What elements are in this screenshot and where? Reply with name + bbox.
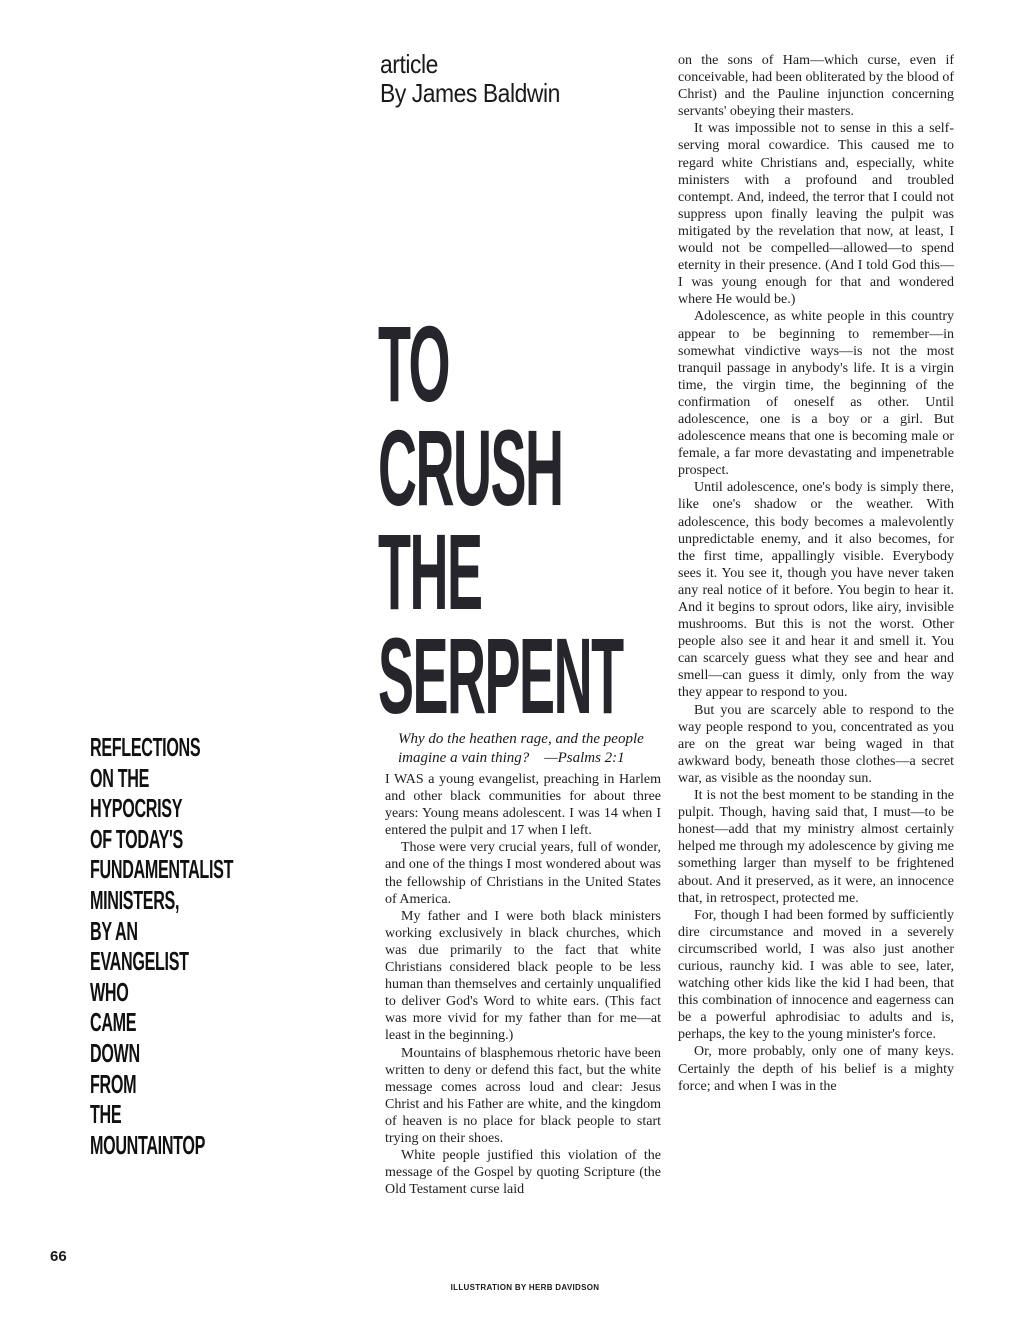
dek-line: ON THE xyxy=(90,762,150,793)
headline xyxy=(378,303,648,736)
dek-line: FROM xyxy=(90,1068,137,1099)
byline: By James Baldwin xyxy=(380,78,560,108)
epigraph-line: Why do the heathen rage, and the people xyxy=(398,731,644,747)
body-paragraph: For, though I had been formed by sufficiently dire circumstance and moved in a severely circumscribed world, I was also just another curious, raunchy kid. I was able to see, later, watching other kids like the kid I had been, that this combination of innocence and eagerness can be a powerful aphrodisiac to adults and is, perhaps, the key to the young minister's force. xyxy=(678,907,954,1043)
body-column-1 xyxy=(385,771,661,1198)
dek-line: OF TODAY'S xyxy=(90,823,183,854)
page-number: 66 xyxy=(50,1248,67,1265)
dek-line: EVANGELIST xyxy=(90,946,189,977)
body-paragraph: I WAS a young evangelist, preaching in Harlem and other black communities for about three years: Young means adolescent. I was 14 when I entered the pulpit and 17 when I left. xyxy=(385,772,661,839)
epigraph-line: imagine a vain thing? xyxy=(398,750,530,766)
headline-line: THE xyxy=(378,511,482,632)
dek-line: HYPOCRISY xyxy=(90,793,183,824)
dek-line: DOWN xyxy=(90,1037,140,1068)
body-paragraph: But you are scarcely able to respond to the way people respond to you, concentrated as you are on the great war being waged in that awkward body, beneath those clothes—a secret war, as visible as the noonday sun. xyxy=(678,702,954,786)
body-paragraph: Adolescence, as white people in this country appear to be beginning to remember—in somewhat vindictive ways—is not the most tranquil passage in anybody's life. It is a virgin time, the virgin time, the beginning of the confirmation of oneself as other. Until adolescence, one is a boy or a girl. But adolescence means that one is becoming male or female, a far more devastating and impenetrable prospect. xyxy=(678,309,954,479)
dek-line: MINISTERS, xyxy=(90,884,180,915)
body-paragraph: It was impossible not to sense in this a self-serving moral cowardice. This caused me to regard white Christians and, especially, white ministers with a profound and troubled contempt. And, indeed, the terror that I could not suppress upon finally leaving the pulpit was mitigated by the revelation that now, at least, I would not be compelled—allowed—to spend eternity in their presence. (And I told God this—I was young enough for that and wondered where He would be.) xyxy=(678,121,954,308)
body-paragraph: It is not the best moment to be standing in the pulpit. Though, having said that, I must—to be honest—add that my ministry almost certainly helped me through my adolescence by giving me something larger than myself to be frightened about. And it preserved, as it were, an innocence that, in retrospect, protected me. xyxy=(678,788,954,906)
body-paragraph: Or, more probably, only one of many keys. Certainly the depth of his belief is a mighty force; and when I was in the xyxy=(678,1044,954,1094)
article-header xyxy=(380,50,560,108)
dek-line: REFLECTIONS xyxy=(90,732,201,762)
headline-line: CRUSH xyxy=(378,407,563,528)
illustration-credit: ILLUSTRATION BY HERB DAVIDSON xyxy=(450,1283,600,1292)
body-paragraph: on the sons of Ham—which curse, even if conceivable, had been obliterated by the blood of Christ) and the Pauline injunction concerning servants' obeying their masters. xyxy=(678,53,955,120)
dek-line: WHO xyxy=(90,976,129,1007)
dek-line: BY AN xyxy=(90,915,138,946)
dek xyxy=(90,732,330,1160)
body-paragraph: Those were very crucial years, full of wonder, and one of the things I most wondered about was the fellowship of Christians in the United States of America. xyxy=(385,840,661,907)
headline-line: TO xyxy=(378,303,450,424)
headline-line: SERPENT xyxy=(378,615,623,736)
epigraph xyxy=(398,730,668,768)
epigraph-source: —Psalms 2:1 xyxy=(544,750,625,766)
body-paragraph: Mountains of blasphemous rhetoric have been written to deny or defend this fact, but the white message comes across loud and clear: Jesus Christ and his Father are white, and the kingdom of heaven is no place for black people to start trying on their shoes. xyxy=(385,1045,661,1146)
dek-line: THE xyxy=(90,1099,122,1130)
body-column-2 xyxy=(678,52,954,1095)
body-paragraph: Until adolescence, one's body is simply there, like one's shadow or the weather. With adolescence, this body becomes a malevolently unpredictable enemy, and it also becomes, for the first time, appallingly visible. Everybody sees it. You see it, though you have never taken any real notice of it before. You begin to hear it. And it begins to sprout odors, like airy, invisible mushrooms. But this is not the worst. Other people also see it and hear it and smell it. You can scarcely guess what they see and hear and smell—can guess it dimly, only from the way they appear to respond to you. xyxy=(678,480,954,701)
body-paragraph: White people justified this violation of the message of the Gospel by quoting Scripture (the Old Testament curse laid xyxy=(385,1148,661,1198)
dek-line: FUNDAMENTALIST xyxy=(90,854,234,885)
section-kicker: article xyxy=(380,49,438,79)
dek-line: CAME xyxy=(90,1007,137,1038)
dek-line: MOUNTAINTOP xyxy=(90,1129,206,1160)
body-paragraph: My father and I were both black ministers working exclusively in black churches, which was due primarily to the fact that white Christians considered black people to be less human than themselves and certainly unqualified to deliver God's Word to white ears. (This fact was more vivid for my father than for me—at least in the beginning.) xyxy=(385,908,661,1044)
